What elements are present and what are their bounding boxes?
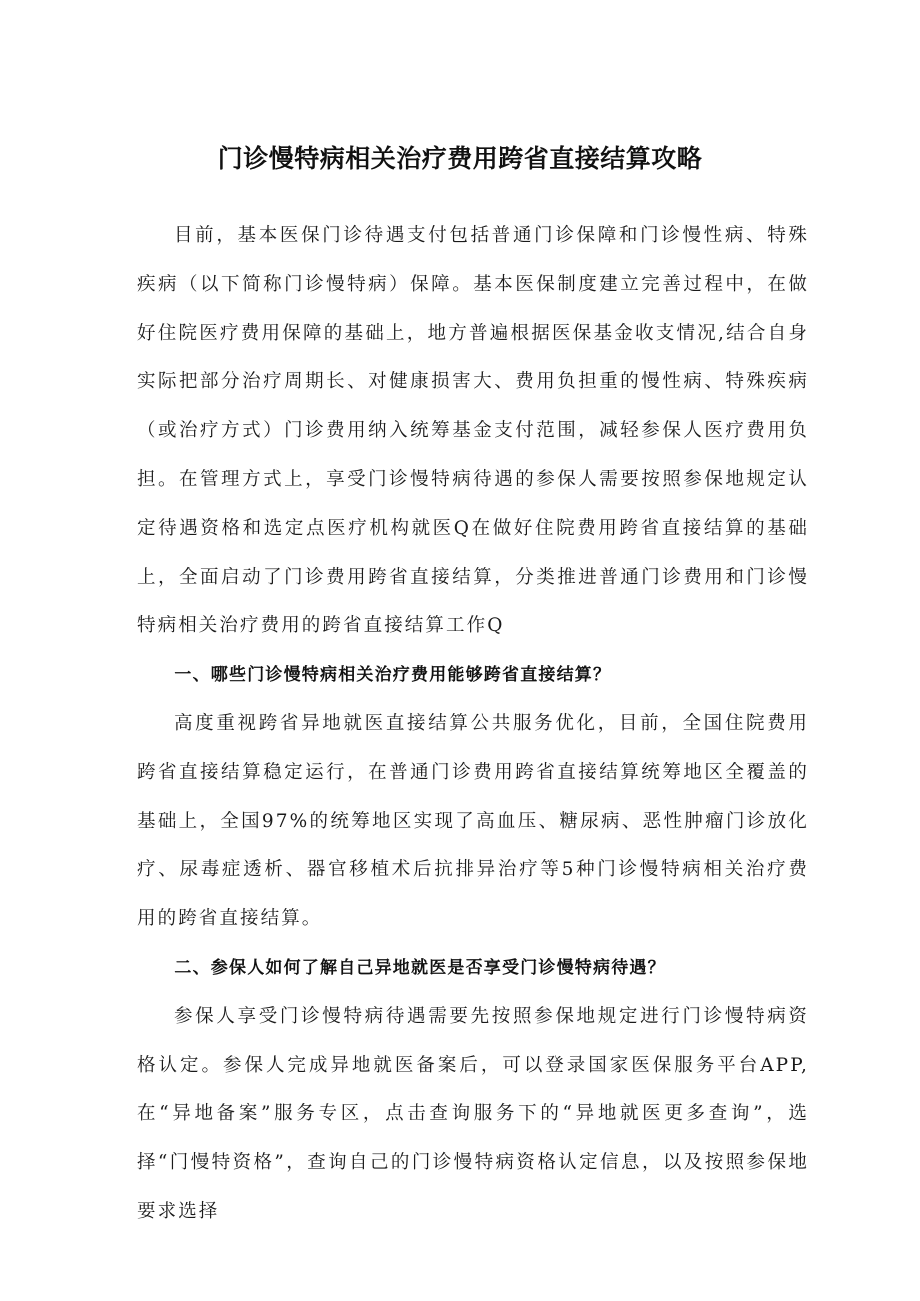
section-1-heading: 一、哪些门诊慢特病相关治疗费用能够跨省直接结算？ bbox=[174, 665, 612, 686]
document-body bbox=[137, 212, 809, 1237]
intro-paragraph: 目前，基本医保门诊待遇支付包括普通门诊保障和门诊慢性病、特殊疾病（以下简称门诊慢特病）保障。基本医保制度建立完善过程中，在做好住院医疗费用保障的基础上，地方普遍根据医保基金收支情况,结合自身实际把部分治疗周期长、对健康损害大、费用负担重的慢性病、特殊疾病（或治疗方式）门诊费用纳入统筹基金支付范围，减轻参保人医疗费用负担。在管理方式上，享受门诊慢特病待遇的参保人需要按照参保地规定认定待遇资格和选定点医疗机构就医Q在做好住院费用跨省直接结算的基础上，全面启动了门诊费用跨省直接结算，分类推进普通门诊费用和门诊慢特病相关治疗费用的跨省直接结算工作Q bbox=[137, 225, 809, 637]
document-title: 门诊慢特病相关治疗费用跨省直接结算攻略 bbox=[217, 143, 703, 173]
section-2-heading: 二、参保人如何了解自己异地就医是否享受门诊慢特病待遇？ bbox=[174, 957, 666, 978]
section-2-paragraph: 参保人享受门诊慢特病待遇需要先按照参保地规定进行门诊慢特病资格认定。参保人完成异地就医备案后，可以登录国家医保服务平台APP,在“异地备案”服务专区，点击查询服务下的“异地就医更多查询”，选择“门慢特资格”，查询自己的门诊慢特病资格认定信息，以及按照参保地要求选择 bbox=[137, 1005, 809, 1222]
section-1-paragraph: 高度重视跨省异地就医直接结算公共服务优化，目前，全国住院费用跨省直接结算稳定运行，在普通门诊费用跨省直接结算统筹地区全覆盖的基础上，全国97%的统筹地区实现了高血压、糖尿病、恶性肿瘤门诊放化疗、尿毒症透析、器官移植术后抗排异治疗等5种门诊慢特病相关治疗费用的跨省直接结算。 bbox=[137, 712, 809, 930]
